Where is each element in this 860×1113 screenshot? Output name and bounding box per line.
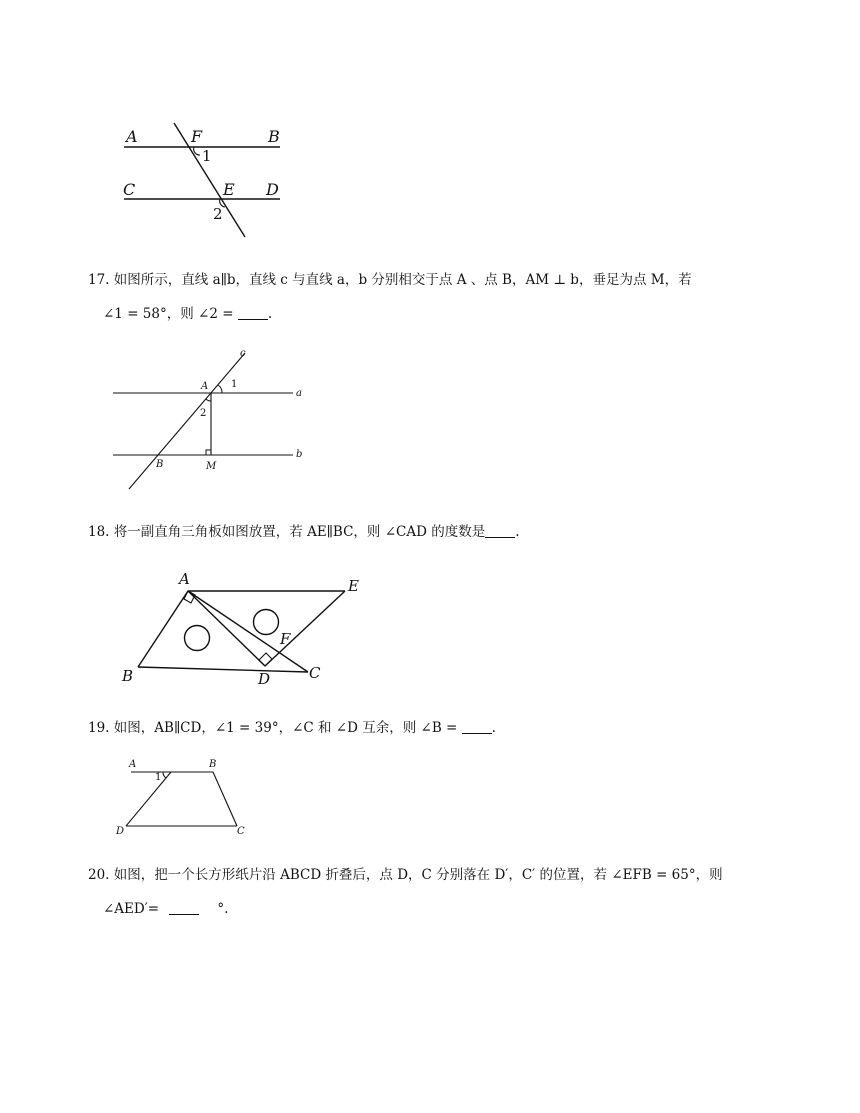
label-angle-1: 1 [202,147,212,165]
question-20-line-1 [88,858,788,892]
question-19 [88,711,788,745]
label-C: C [309,664,321,682]
question-17-line-2 [88,297,788,331]
label-angle-1: 1 [231,379,238,390]
label-B: B [156,459,164,470]
label-A: A [201,381,209,392]
question-18-number: 18. [88,524,110,540]
label-A: A [126,127,138,146]
question-17-condition: ∠1 = 58°，则 ∠2 = [103,306,234,322]
question-20-condition: ∠AED′= [103,901,160,917]
answer-blank-17 [238,305,268,320]
question-18 [88,515,788,549]
label-A: A [179,570,190,588]
question-17-number: 17. [88,272,110,288]
label-A: A [129,759,137,770]
label-B: B [122,667,134,685]
question-20-degree: °. [217,901,229,917]
question-19-line-1 [88,711,788,745]
question-18-period: . [515,524,520,540]
question-19-text: 如图，AB∥CD，∠1 = 39°，∠C 和 ∠D 互余，则 ∠B = [113,720,458,736]
label-a: a [296,388,302,399]
label-F: F [191,127,203,146]
question-17-line-1 [88,263,788,297]
label-E: E [348,577,359,595]
question-20-line-2 [88,892,788,926]
figure-q16 [115,118,295,246]
label-b: b [296,449,303,460]
label-B: B [268,127,280,146]
figure-q17 [110,345,315,493]
figure-q19 [110,752,255,842]
label-c: c [240,348,246,359]
question-17-text: 如图所示，直线 a∥b，直线 c 与直线 a，b 分别相交于点 A 、点 B，AM ⊥ b，垂足为点 M，若 [113,272,692,288]
label-angle-2: 2 [213,205,223,223]
label-F: F [280,630,291,648]
label-angle-1: 1 [155,772,162,783]
label-M: M [206,461,217,472]
question-20 [88,858,788,926]
question-17 [88,263,788,331]
answer-blank-19 [462,719,492,734]
question-19-number: 19. [88,720,110,736]
label-E: E [223,180,235,199]
label-C: C [237,826,245,837]
label-D: D [116,826,125,837]
question-20-text: 如图，把一个长方形纸片沿 ABCD 折叠后，点 D，C 分别落在 D′，C′ 的位置，若 ∠EFB = 65°，则 [113,867,723,883]
figure-q18 [115,565,375,690]
question-18-line-1 [88,515,788,549]
label-D: D [258,670,271,688]
label-D: D [266,180,279,199]
question-18-text: 将一副直角三角板如图放置，若 AE∥BC，则 ∠CAD 的度数是 [113,524,486,540]
label-C: C [123,180,136,199]
label-B: B [209,759,217,770]
question-19-period: . [491,720,496,736]
answer-blank-18 [485,523,515,538]
question-17-period: . [267,306,273,322]
question-20-number: 20. [88,867,110,883]
answer-blank-20 [169,900,199,915]
label-angle-2: 2 [200,408,207,419]
